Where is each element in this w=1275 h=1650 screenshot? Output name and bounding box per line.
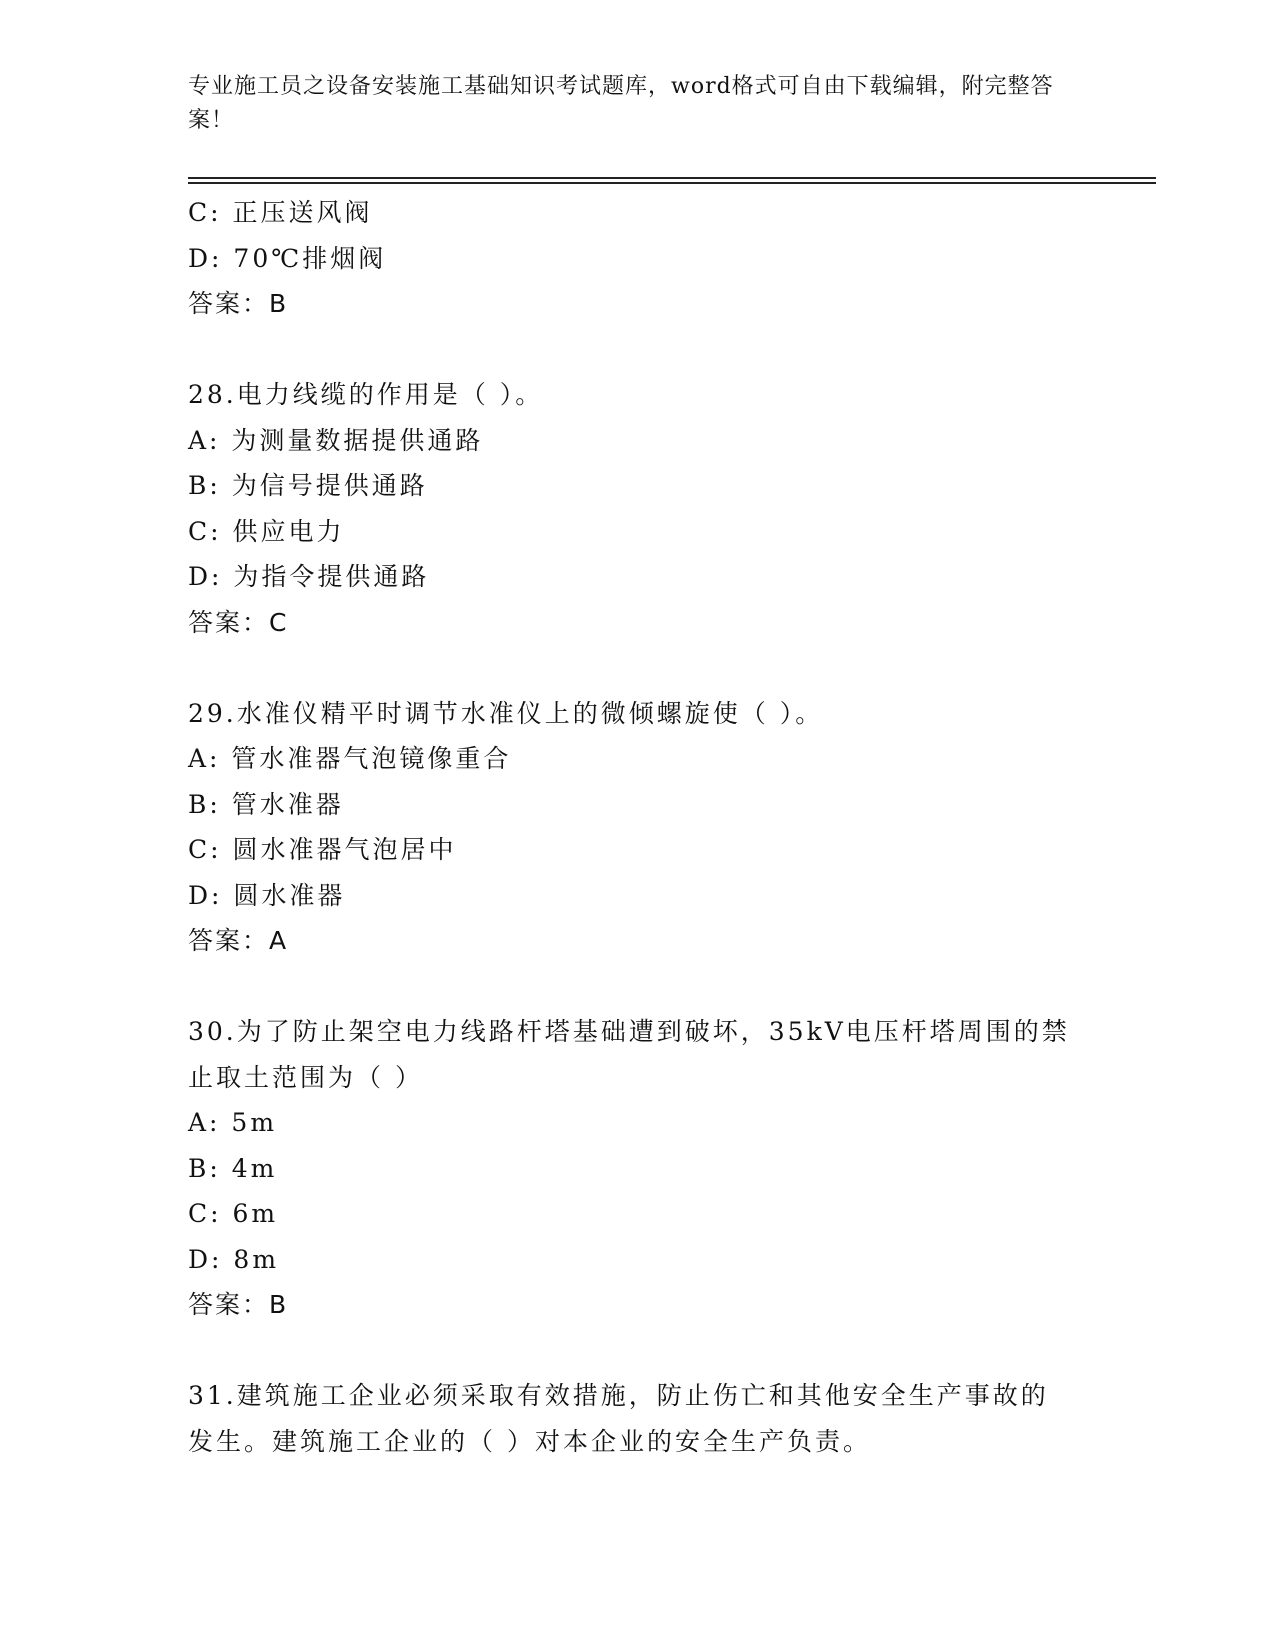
question-text-line-2: 止取土范围为（ ） — [188, 1062, 423, 1092]
option-d: D: 圆水准器 — [188, 880, 346, 910]
option-d: D: 70℃排烟阀 — [188, 243, 387, 273]
option-b: B: 4m — [188, 1153, 278, 1183]
option-c: C: 供应电力 — [188, 516, 345, 546]
question-block-31 — [188, 1373, 1088, 1464]
document-header: 专业施工员之设备安装施工基础知识考试题库，word格式可自由下载编辑，附完整答案！ — [188, 74, 1054, 133]
option-a: A: 为测量数据提供通路 — [188, 425, 484, 455]
question-text-line-2: 发生。建筑施工企业的（ ）对本企业的安全生产负责。 — [188, 1426, 871, 1456]
header-divider-bottom — [188, 182, 1156, 184]
option-c: C: 圆水准器气泡居中 — [188, 835, 457, 864]
question-text-line-1: 30.为了防止架空电力线路杆塔基础遭到破坏，35kV电压杆塔周围的禁 — [188, 1017, 1070, 1046]
option-a: A: 管水准器气泡镜像重合 — [188, 744, 512, 773]
option-d: D: 为指令提供通路 — [188, 562, 430, 591]
question-text: 29.水准仪精平时调节水准仪上的微倾螺旋使（ ）。 — [188, 698, 824, 728]
header-divider-top — [188, 177, 1156, 179]
question-block-28 — [188, 372, 1088, 645]
answer: 答案：B — [188, 289, 289, 318]
answer: 答案：C — [188, 607, 289, 637]
question-text: 28.电力线缆的作用是（ ）。 — [188, 380, 544, 409]
option-b: B: 为信号提供通路 — [188, 471, 428, 500]
option-c: C: 正压送风阀 — [188, 198, 373, 227]
question-block-29 — [188, 691, 1088, 964]
option-b: B: 管水准器 — [188, 789, 344, 819]
answer: 答案：A — [188, 926, 289, 955]
answer: 答案：B — [188, 1290, 289, 1319]
option-d: D: 8m — [188, 1244, 280, 1274]
question-block-27 — [188, 190, 1088, 327]
question-text-line-1: 31.建筑施工企业必须采取有效措施，防止伤亡和其他安全生产事故的 — [188, 1381, 1049, 1410]
option-a: A: 5m — [188, 1108, 278, 1137]
question-block-30 — [188, 1009, 1088, 1328]
option-c: C: 6m — [188, 1199, 279, 1228]
question-list — [188, 190, 1088, 1464]
